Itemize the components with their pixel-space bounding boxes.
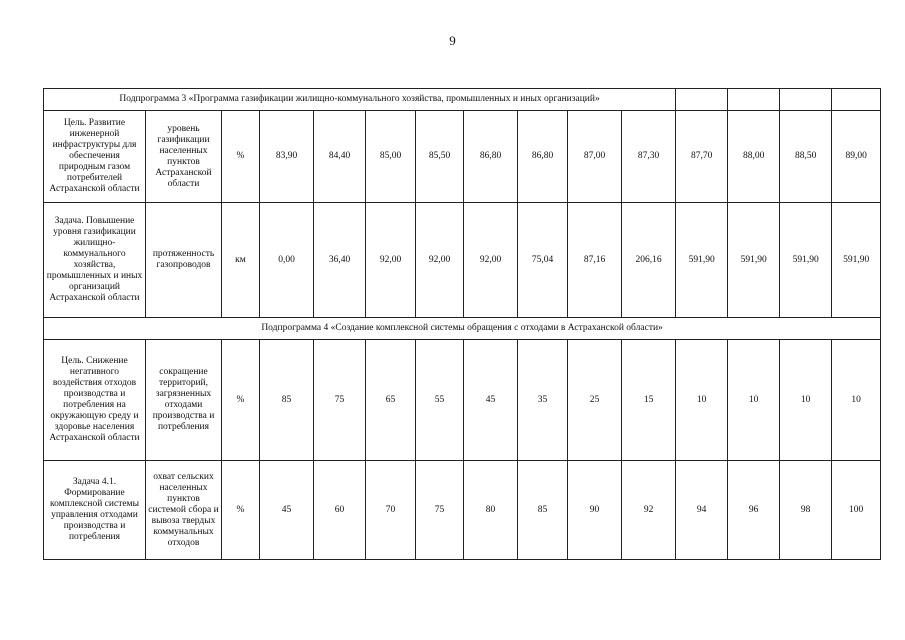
- value-cell: 85,00: [366, 111, 416, 203]
- goal-cell: Цель. Развитие инженерной инфраструктуры для обеспечения природным газом потребителей Астраханской области: [44, 111, 146, 203]
- unit-cell: км: [222, 203, 260, 318]
- value-cell: 55: [416, 340, 464, 461]
- subprogram3-title: Подпрограмма 3 «Программа газификации жилищно-коммунального хозяйства, промышленных и иных организаций»: [44, 89, 676, 111]
- empty-cell: [728, 89, 780, 111]
- value-cell: 84,40: [314, 111, 366, 203]
- value-cell: 88,50: [780, 111, 832, 203]
- value-cell: 89,00: [832, 111, 881, 203]
- value-cell: 591,90: [676, 203, 728, 318]
- empty-cell: [676, 89, 728, 111]
- value-cell: 100: [832, 461, 881, 560]
- goal-cell: Цель. Снижение негативного воздействия отходов производства и потребления на окружающую среду и здоровье населения Астраханской области: [44, 340, 146, 461]
- table-row: [44, 340, 881, 461]
- value-cell: 60: [314, 461, 366, 560]
- value-cell: 45: [260, 461, 314, 560]
- page-number: 9: [449, 33, 456, 48]
- value-cell: 92,00: [366, 203, 416, 318]
- empty-cell: [832, 89, 881, 111]
- value-cell: 86,80: [518, 111, 568, 203]
- value-cell: 85: [260, 340, 314, 461]
- value-cell: 75: [416, 461, 464, 560]
- value-cell: 92,00: [416, 203, 464, 318]
- value-cell: 98: [780, 461, 832, 560]
- value-cell: 70: [366, 461, 416, 560]
- indicator-cell: сокращение территорий, загрязненных отходами производства и потребления: [146, 340, 222, 461]
- subprogram4-title: Подпрограмма 4 «Создание комплексной системы обращения с отходами в Астраханской области»: [44, 318, 881, 340]
- value-cell: 65: [366, 340, 416, 461]
- value-cell: 85,50: [416, 111, 464, 203]
- value-cell: 591,90: [832, 203, 881, 318]
- indicator-cell: уровень газификации населенных пунктов Астраханской области: [146, 111, 222, 203]
- value-cell: 206,16: [622, 203, 676, 318]
- value-cell: 45: [464, 340, 518, 461]
- value-cell: 94: [676, 461, 728, 560]
- value-cell: 0,00: [260, 203, 314, 318]
- indicators-table: [43, 88, 881, 560]
- value-cell: 591,90: [728, 203, 780, 318]
- value-cell: 10: [676, 340, 728, 461]
- unit-cell: %: [222, 461, 260, 560]
- indicator-cell: охват сельских населенных пунктов системой сбора и вывоза твердых коммунальных отходов: [146, 461, 222, 560]
- value-cell: 87,16: [568, 203, 622, 318]
- value-cell: 75,04: [518, 203, 568, 318]
- value-cell: 80: [464, 461, 518, 560]
- value-cell: 591,90: [780, 203, 832, 318]
- value-cell: 96: [728, 461, 780, 560]
- value-cell: 15: [622, 340, 676, 461]
- goal-cell: Задача 4.1. Формирование комплексной системы управления отходами производства и потребления: [44, 461, 146, 560]
- goal-cell: Задача. Повышение уровня газификации жилищно-коммунального хозяйства, промышленных и иных организаций Астраханской области: [44, 203, 146, 318]
- value-cell: 92: [622, 461, 676, 560]
- unit-cell: %: [222, 111, 260, 203]
- value-cell: 85: [518, 461, 568, 560]
- value-cell: 35: [518, 340, 568, 461]
- value-cell: 87,00: [568, 111, 622, 203]
- subprogram4-row: [44, 318, 881, 340]
- value-cell: 90: [568, 461, 622, 560]
- empty-cell: [780, 89, 832, 111]
- subprogram3-row: [44, 89, 881, 111]
- table-row: [44, 203, 881, 318]
- value-cell: 75: [314, 340, 366, 461]
- value-cell: 10: [728, 340, 780, 461]
- value-cell: 87,30: [622, 111, 676, 203]
- unit-cell: %: [222, 340, 260, 461]
- value-cell: 10: [832, 340, 881, 461]
- table-row: [44, 111, 881, 203]
- value-cell: 10: [780, 340, 832, 461]
- value-cell: 88,00: [728, 111, 780, 203]
- indicator-cell: протяженность газопроводов: [146, 203, 222, 318]
- value-cell: 83,90: [260, 111, 314, 203]
- value-cell: 92,00: [464, 203, 518, 318]
- value-cell: 87,70: [676, 111, 728, 203]
- table-row: [44, 461, 881, 560]
- value-cell: 25: [568, 340, 622, 461]
- value-cell: 86,80: [464, 111, 518, 203]
- value-cell: 36,40: [314, 203, 366, 318]
